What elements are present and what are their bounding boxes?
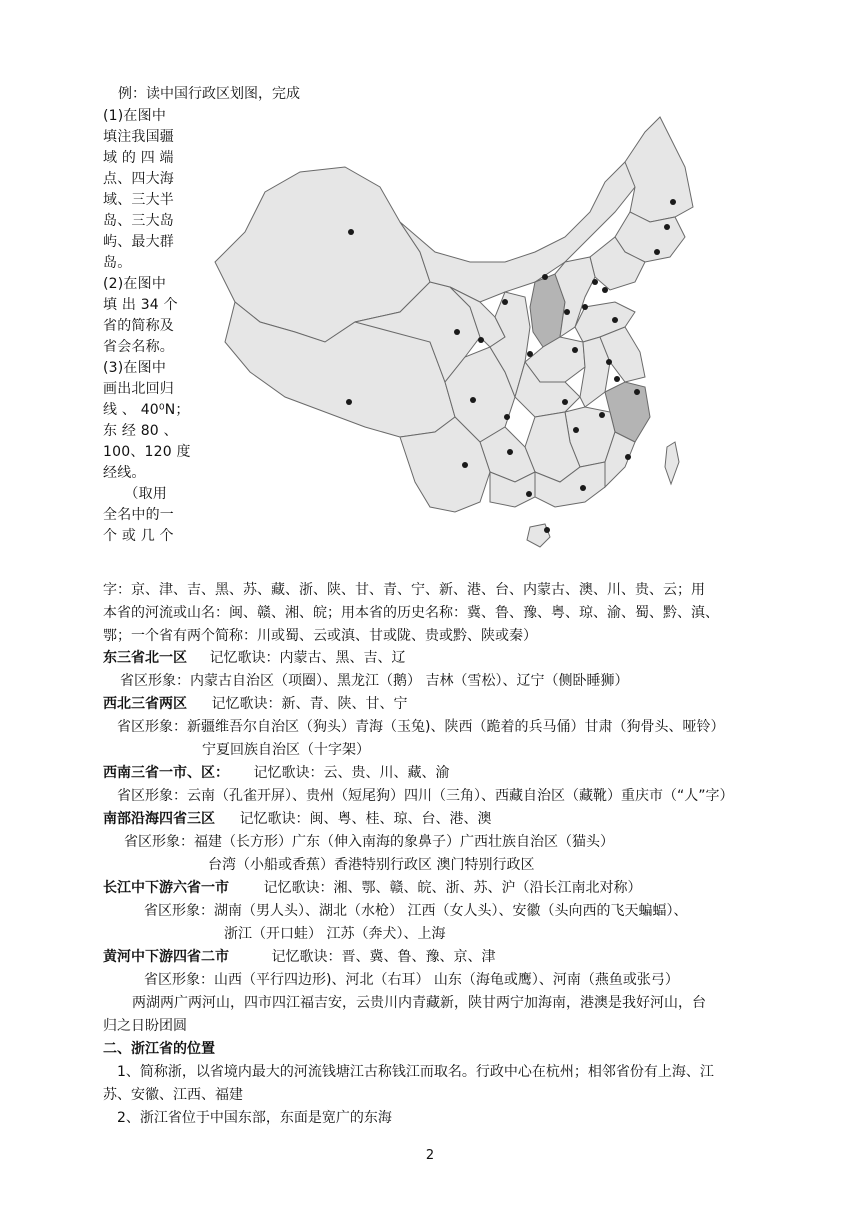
capital-dot	[454, 329, 460, 335]
side-line: 点、四大海	[103, 171, 174, 187]
capital-dot	[599, 412, 605, 418]
side-line: 东 经 80 、	[103, 423, 178, 439]
side-line: 画出北回归	[103, 381, 174, 397]
section-shape-line: 省区形象：福建（长方形）广东（伸入南海的象鼻子）广西壮族自治区（猫头）	[124, 834, 614, 850]
section-heading: 长江中下游六省一市	[103, 880, 229, 896]
section2-title: 二、浙江省的位置	[103, 1041, 215, 1057]
capital-dot	[526, 491, 532, 497]
side-line: 填注我国疆	[103, 129, 174, 145]
rhyme-line: 归之日盼团圆	[103, 1018, 187, 1034]
section-heading: 黄河中下游四省二市	[103, 949, 229, 965]
capital-dot	[507, 449, 513, 455]
side-line: 全名中的一	[103, 507, 174, 523]
side-line: 省会名称。	[103, 339, 174, 355]
section-mnemonic: 记忆歌诀：湘、鄂、赣、皖、浙、苏、沪（沿长江南北对称）	[263, 880, 642, 896]
side-line: 岛、三大岛	[103, 213, 174, 229]
side-line: 域 的 四 端	[103, 150, 174, 166]
capital-dot	[580, 485, 586, 491]
side-column	[103, 106, 191, 547]
region-section	[103, 808, 491, 830]
side-line: 个 或 几 个	[103, 528, 174, 544]
capital-dot	[478, 337, 484, 343]
china-map	[205, 112, 695, 564]
side-line: 100、120 度	[103, 444, 191, 460]
capital-dot	[572, 347, 578, 353]
side-line: (3)在图中	[103, 360, 167, 376]
capital-dot	[606, 359, 612, 365]
section-shape-line: 浙江（开口蛙） 江苏（奔犬）、上海	[224, 926, 446, 942]
section-mnemonic: 记忆歌诀：新、青、陕、甘、宁	[211, 696, 408, 712]
side-line: 域、三大半	[103, 192, 174, 208]
section2-line: 苏、安徽、江西、福建	[103, 1087, 243, 1103]
capital-dot	[592, 279, 598, 285]
capital-dot	[462, 462, 468, 468]
side-line: 经线。	[103, 465, 146, 481]
side-line: 屿、最大群	[103, 234, 174, 250]
section2-line: 1、简称浙，以省境内最大的河流钱塘江古称钱江而取名。行政中心在杭州；相邻省份有上海、江	[117, 1064, 714, 1080]
paragraph-line: 字：京、津、吉、黑、苏、藏、浙、陕、甘、青、宁、新、港、台、内蒙古、澳、川、贵、云；用	[103, 582, 705, 598]
capital-dot	[348, 229, 354, 235]
capital-dot	[582, 304, 588, 310]
section-shape-line: 省区形象：新疆维吾尔自治区（狗头）青海（玉兔)、陕西（跪着的兵马俑）甘肃（狗骨头、哑铃）	[117, 719, 725, 735]
side-line: 岛。	[103, 255, 132, 271]
capital-dot	[625, 454, 631, 460]
example-title: 例：读中国行政区划图，完成	[118, 86, 300, 102]
side-line: (2)在图中	[103, 276, 167, 292]
region-section	[103, 946, 495, 968]
capital-dot	[612, 317, 618, 323]
capital-dot	[614, 376, 620, 382]
capital-dot	[664, 224, 670, 230]
capital-dot	[346, 399, 352, 405]
section-shape-line: 省区形象：湖南（男人头）、湖北（水枪） 江西（女人头）、安徽（头向西的飞天蝙蝠）、	[144, 903, 688, 919]
side-line: 省的简称及	[103, 318, 174, 334]
region-section	[103, 647, 405, 669]
region-section	[103, 693, 407, 715]
region-section	[103, 762, 449, 784]
section-mnemonic: 记忆歌诀：内蒙古、黑、吉、辽	[209, 650, 406, 666]
side-line: 线 、 40⁰N；	[103, 402, 190, 418]
page-number: 2	[425, 1148, 435, 1163]
side-line: （取用	[103, 486, 167, 502]
paragraph-line: 鄂；一个省有两个简称：川或蜀、云或滇、甘或陇、贵或黔、陕或秦）	[103, 628, 537, 644]
section-heading: 东三省北一区	[103, 650, 187, 666]
capital-dot	[504, 414, 510, 420]
paragraph-line: 本省的河流或山名：闽、赣、湘、皖；用本省的历史名称：冀、鲁、豫、粤、琼、渝、蜀、黔、滇、	[103, 605, 719, 621]
section-shape-line: 台湾（小船或香蕉）香港特别行政区 澳门特别行政区	[208, 857, 535, 873]
capital-dot	[470, 397, 476, 403]
capital-dot	[634, 389, 640, 395]
section-heading: 西南三省一市、区：	[103, 765, 229, 781]
section-mnemonic: 记忆歌诀：闽、粤、桂、琼、台、港、澳	[239, 811, 492, 827]
capital-dot	[573, 427, 579, 433]
capital-dot	[527, 351, 533, 357]
region-section	[103, 877, 641, 899]
section-shape-line: 省区形象：云南（孔雀开屏）、贵州（短尾狗）四川（三角）、西藏自治区（藏靴）重庆市（“人”字）	[117, 788, 734, 804]
section-shape-line: 省区形象：山西（平行四边形)、河北（右耳） 山东（海龟或鹰）、河南（燕鱼或张弓）	[144, 972, 679, 988]
capital-dot	[542, 274, 548, 280]
capital-dot	[602, 287, 608, 293]
capital-dot	[670, 199, 676, 205]
section2-line: 2、浙江省位于中国东部，东面是宽广的东海	[117, 1110, 392, 1126]
capital-dot	[654, 249, 660, 255]
capital-dot	[544, 527, 550, 533]
capital-dot	[502, 299, 508, 305]
section-mnemonic: 记忆歌诀：晋、冀、鲁、豫、京、津	[271, 949, 496, 965]
section-heading: 南部沿海四省三区	[103, 811, 215, 827]
side-line: (1)在图中	[103, 108, 167, 124]
rhyme-line: 两湖两广两河山，四市四江福吉安，云贵川内青藏新，陕甘两宁加海南，港澳是我好河山，台	[132, 995, 706, 1011]
section-heading: 西北三省两区	[103, 696, 187, 712]
side-line: 填 出 34 个	[103, 297, 178, 313]
section-shape-line: 宁夏回族自治区（十字架）	[202, 742, 370, 758]
capital-dot	[564, 309, 570, 315]
section-mnemonic: 记忆歌诀：云、贵、川、藏、渝	[253, 765, 450, 781]
section-shape-line: 省区形象：内蒙古自治区（项圈）、黑龙江（鹅） 吉林（雪松）、辽宁（侧卧睡狮）	[120, 673, 629, 689]
capital-dot	[562, 399, 568, 405]
